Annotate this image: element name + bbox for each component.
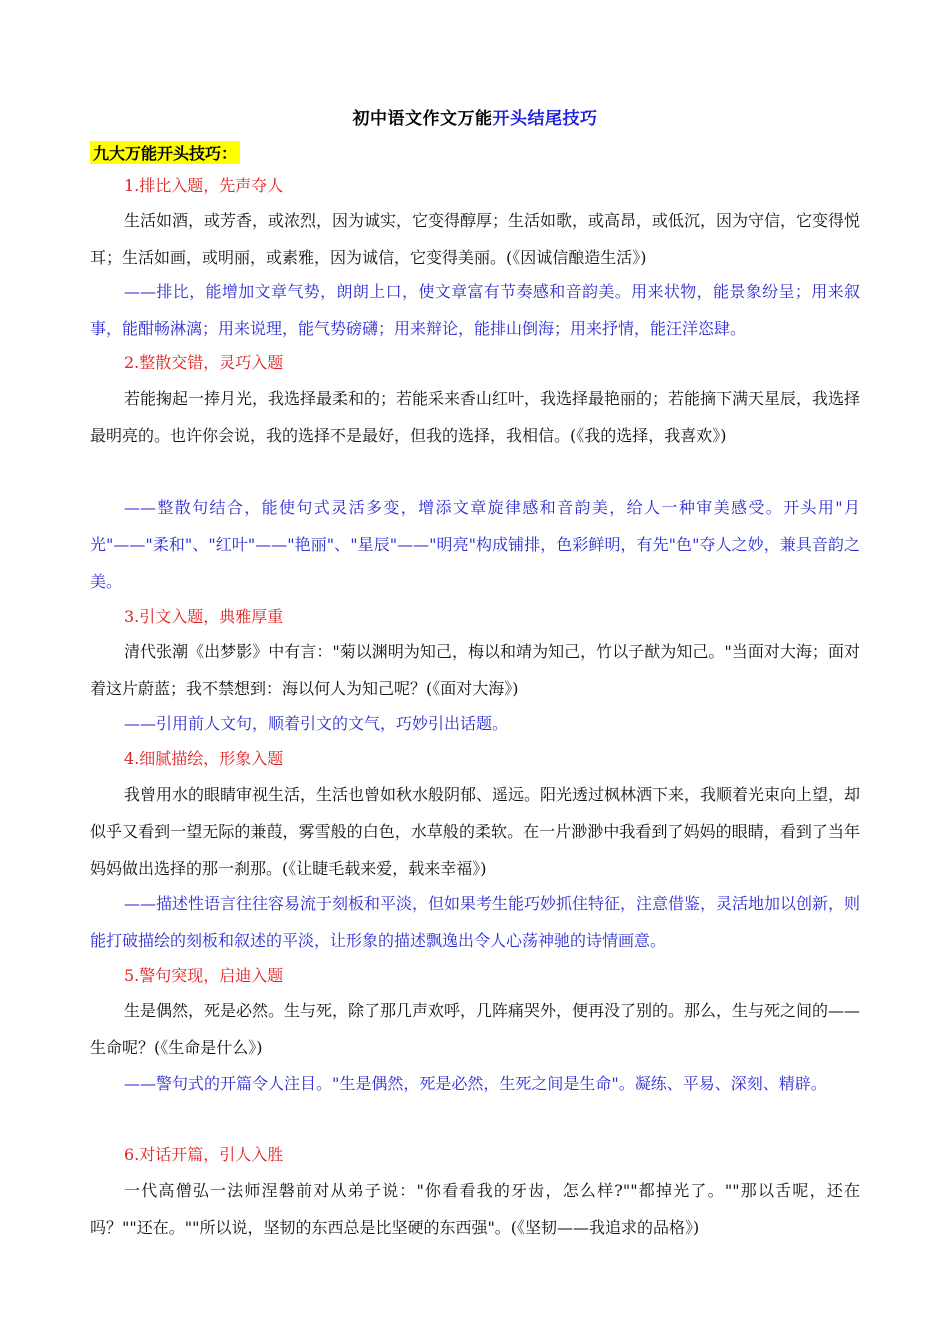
item-4-comment: ——描述性语言往往容易流于刻板和平淡，但如果考生能巧妙抓住特征，注意借鉴，灵活地加以创新，则能打破描绘的刻板和叙述的平淡，让形象的描述飘逸出令人心荡神驰的诗情画意。: [90, 894, 861, 950]
section-label: 九大万能开头技巧：: [90, 141, 240, 164]
title-part-1: 初中语文作文万能: [352, 109, 493, 129]
title-part-2: 开头结尾技巧: [492, 109, 598, 129]
item-2-comment: ——整散句结合，能使句式灵活多变，增添文章旋律感和音韵美，给人一种审美感受。开头用"月光"——"柔和"、"红叶"——"艳丽"、"星辰"——"明亮"构成铺排，色彩鲜明，有先"色"夺人之妙，兼具音韵之美。: [90, 498, 860, 591]
item-3-example: 清代张潮《出梦影》中有言："菊以渊明为知己，梅以和靖为知己，竹以子猷为知己。"当面对大海；面对着这片蔚蓝；我不禁想到：海以何人为知己呢？(《面对大海》): [90, 642, 860, 698]
item-5-example: 生是偶然，死是必然。生与死，除了那几声欢呼，几阵痛哭外，便再没了别的。那么，生与死之间的——生命呢？(《生命是什么》): [90, 1001, 861, 1057]
item-6-heading: 6.对话开篇，引人入胜: [124, 1145, 284, 1164]
item-2-example: 若能掬起一捧月光，我选择最柔和的；若能采来香山红叶，我选择最艳丽的；若能摘下满天星辰，我选择最明亮的。也许你会说，我的选择不是最好，但我的选择，我相信。(《我的选择，我喜欢》): [90, 389, 861, 445]
item-1-example: 生活如酒，或芳香，或浓烈，因为诚实，它变得醇厚；生活如歌，或高昂，或低沉，因为守信，它变得悦耳；生活如画，或明丽，或素雅，因为诚信，它变得美丽。(《因诚信酿造生活》): [90, 211, 861, 267]
item-1-comment: ——排比，能增加文章气势，朗朗上口，使文章富有节奏感和音韵美。用来状物，能景象纷呈；用来叙事，能酣畅淋漓；用来说理，能气势磅礴；用来辩论，能排山倒海；用来抒情，能汪洋恣肆。: [90, 282, 860, 338]
page-title: [0, 104, 950, 129]
item-3-comment: ——引用前人文句，顺着引文的文气，巧妙引出话题。: [124, 714, 509, 733]
item-2-heading: 2.整散交错，灵巧入题: [124, 353, 284, 372]
item-4-example: 我曾用水的眼睛审视生活，生活也曾如秋水般阴郁、遥远。阳光透过枫林洒下来，我顺着光束向上望，却似乎又看到一望无际的兼葭，雾雪般的白色，水草般的柔软。在一片渺渺中我看到了妈妈的眼睛，看到了当年妈妈做出选择的那一刹那。(《让睫毛载来爱，载来幸福》): [90, 785, 861, 878]
item-5-comment: ——警句式的开篇令人注目。"生是偶然，死是必然，生死之间是生命"。凝练、平易、深刻、精辟。: [124, 1074, 827, 1093]
item-4-heading: 4.细腻描绘，形象入题: [124, 749, 284, 768]
item-6-example: 一代高僧弘一法师涅磐前对从弟子说："你看看我的牙齿，怎么样?""都掉光了。""那以舌呢，还在吗？""还在。""所以说，坚韧的东西总是比坚硬的东西强"。(《坚韧——我追求的品格》): [90, 1181, 860, 1237]
item-1-heading: 1.排比入题，先声夺人: [124, 176, 284, 195]
item-5-heading: 5.警句突现，启迪入题: [124, 966, 284, 985]
item-3-heading: 3.引文入题，典雅厚重: [124, 607, 284, 626]
